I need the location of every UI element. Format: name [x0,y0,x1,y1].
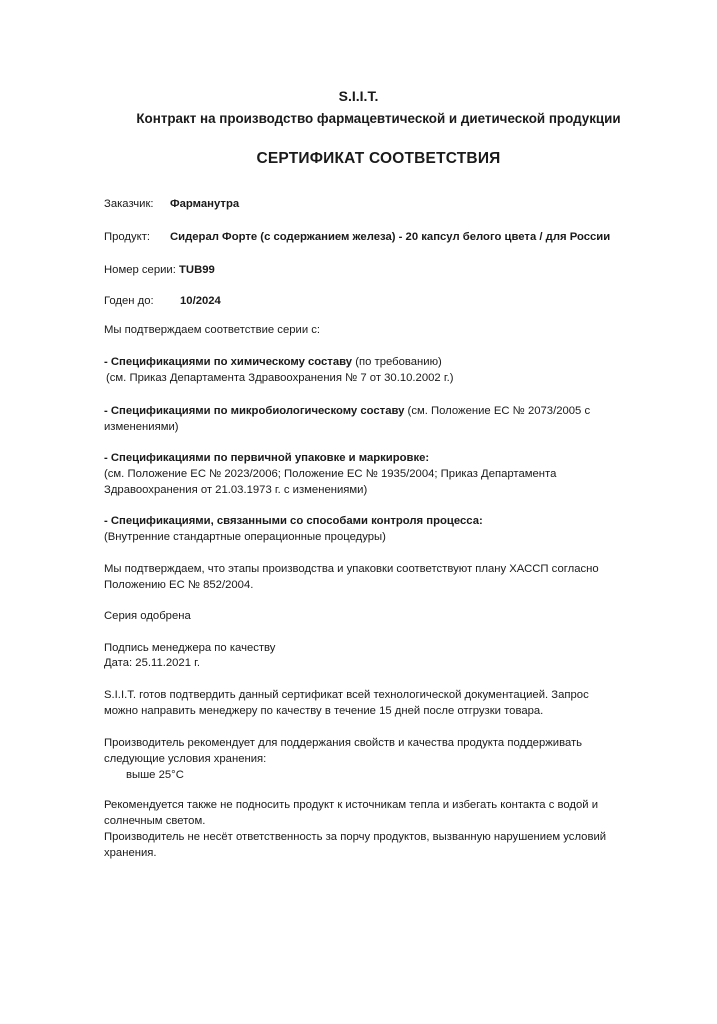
spec-micro-title: - Спецификациями по микробиологическому составу [104,405,405,417]
spec-chemical-ref: (см. Приказ Департамента Здравоохранения № 7 от 30.10.2002 г.) [106,372,454,384]
recommend-line4: хранения. [104,847,157,859]
spec-chemical [104,355,442,369]
storage-temperature: выше 25°C [126,769,184,781]
recommend-line1: Рекомендуется также не подносить продукт к источникам тепла и избегать контакта с водой и [104,799,599,811]
spec-packaging-title: - Спецификациями по первичной упаковке и маркировке: [104,452,430,464]
product-value: Сидерал Форте (с содержанием железа) - 20 капсул белого цвета / для России [170,231,611,243]
signature-label: Подпись менеджера по качеству [104,642,276,654]
ready-line2: можно направить менеджеру по качеству в течение 15 дней после отгрузки товара. [104,705,544,717]
haccp-line2: Положению ЕС № 852/2004. [104,579,254,591]
batch-number [104,263,215,277]
spec-process-title: - Спецификациями, связанными со способами контроля процесса: [104,515,483,527]
spec-micro [104,404,590,418]
spec-process-ref: (Внутренние стандартные операционные процедуры) [104,531,386,543]
haccp-line1: Мы подтверждаем, что этапы производства и упаковки соответствуют плану ХАССП согласно [104,563,599,575]
product-label: Продукт: [104,231,151,243]
recommend-line3: Производитель не несёт ответственность за порчу продуктов, вызванную нарушением условий [104,831,607,843]
customer-label: Заказчик: [104,198,154,210]
recommend-line2: солнечным светом. [104,815,206,827]
certificate-title: СЕРТИФИКАТ СООТВЕТСТВИЯ [256,150,501,167]
expiry-label: Годен до: [104,295,154,307]
storage-line1: Производитель рекомендует для поддержания свойств и качества продукта поддерживать [104,737,583,749]
ready-line1: S.I.I.T. готов подтвердить данный сертификат всей технологической документацией. Запрос [104,689,589,701]
expiry-value: 10/2024 [180,295,221,307]
storage-line2: следующие условия хранения: [104,753,267,765]
spec-micro-line2: изменениями) [104,421,179,433]
spec-chemical-note: (по требованию) [352,356,442,368]
customer-value: Фарманутра [170,198,240,210]
spec-packaging-ref: (см. Положение ЕС № 2023/2006; Положение ЕС № 1935/2004; Приказ Департамента [104,468,557,480]
batch-approved: Серия одобрена [104,610,191,622]
signature-date: Дата: 25.11.2021 г. [104,657,201,669]
spec-packaging-ref2: Здравоохранения от 21.03.1973 г. с изменениями) [104,484,368,496]
company-name: S.I.I.T. [338,88,379,104]
contract-title: Контракт на производство фармацевтической и диетической продукции [136,111,621,126]
spec-micro-note: (см. Положение ЕС № 2073/2005 с [404,405,591,417]
confirm-intro: Мы подтверждаем соответствие серии с: [104,324,321,336]
batch-label: Номер серии: [104,264,176,276]
spec-chemical-title: - Спецификациями по химическому составу [104,356,353,368]
batch-value: TUB99 [179,264,215,276]
